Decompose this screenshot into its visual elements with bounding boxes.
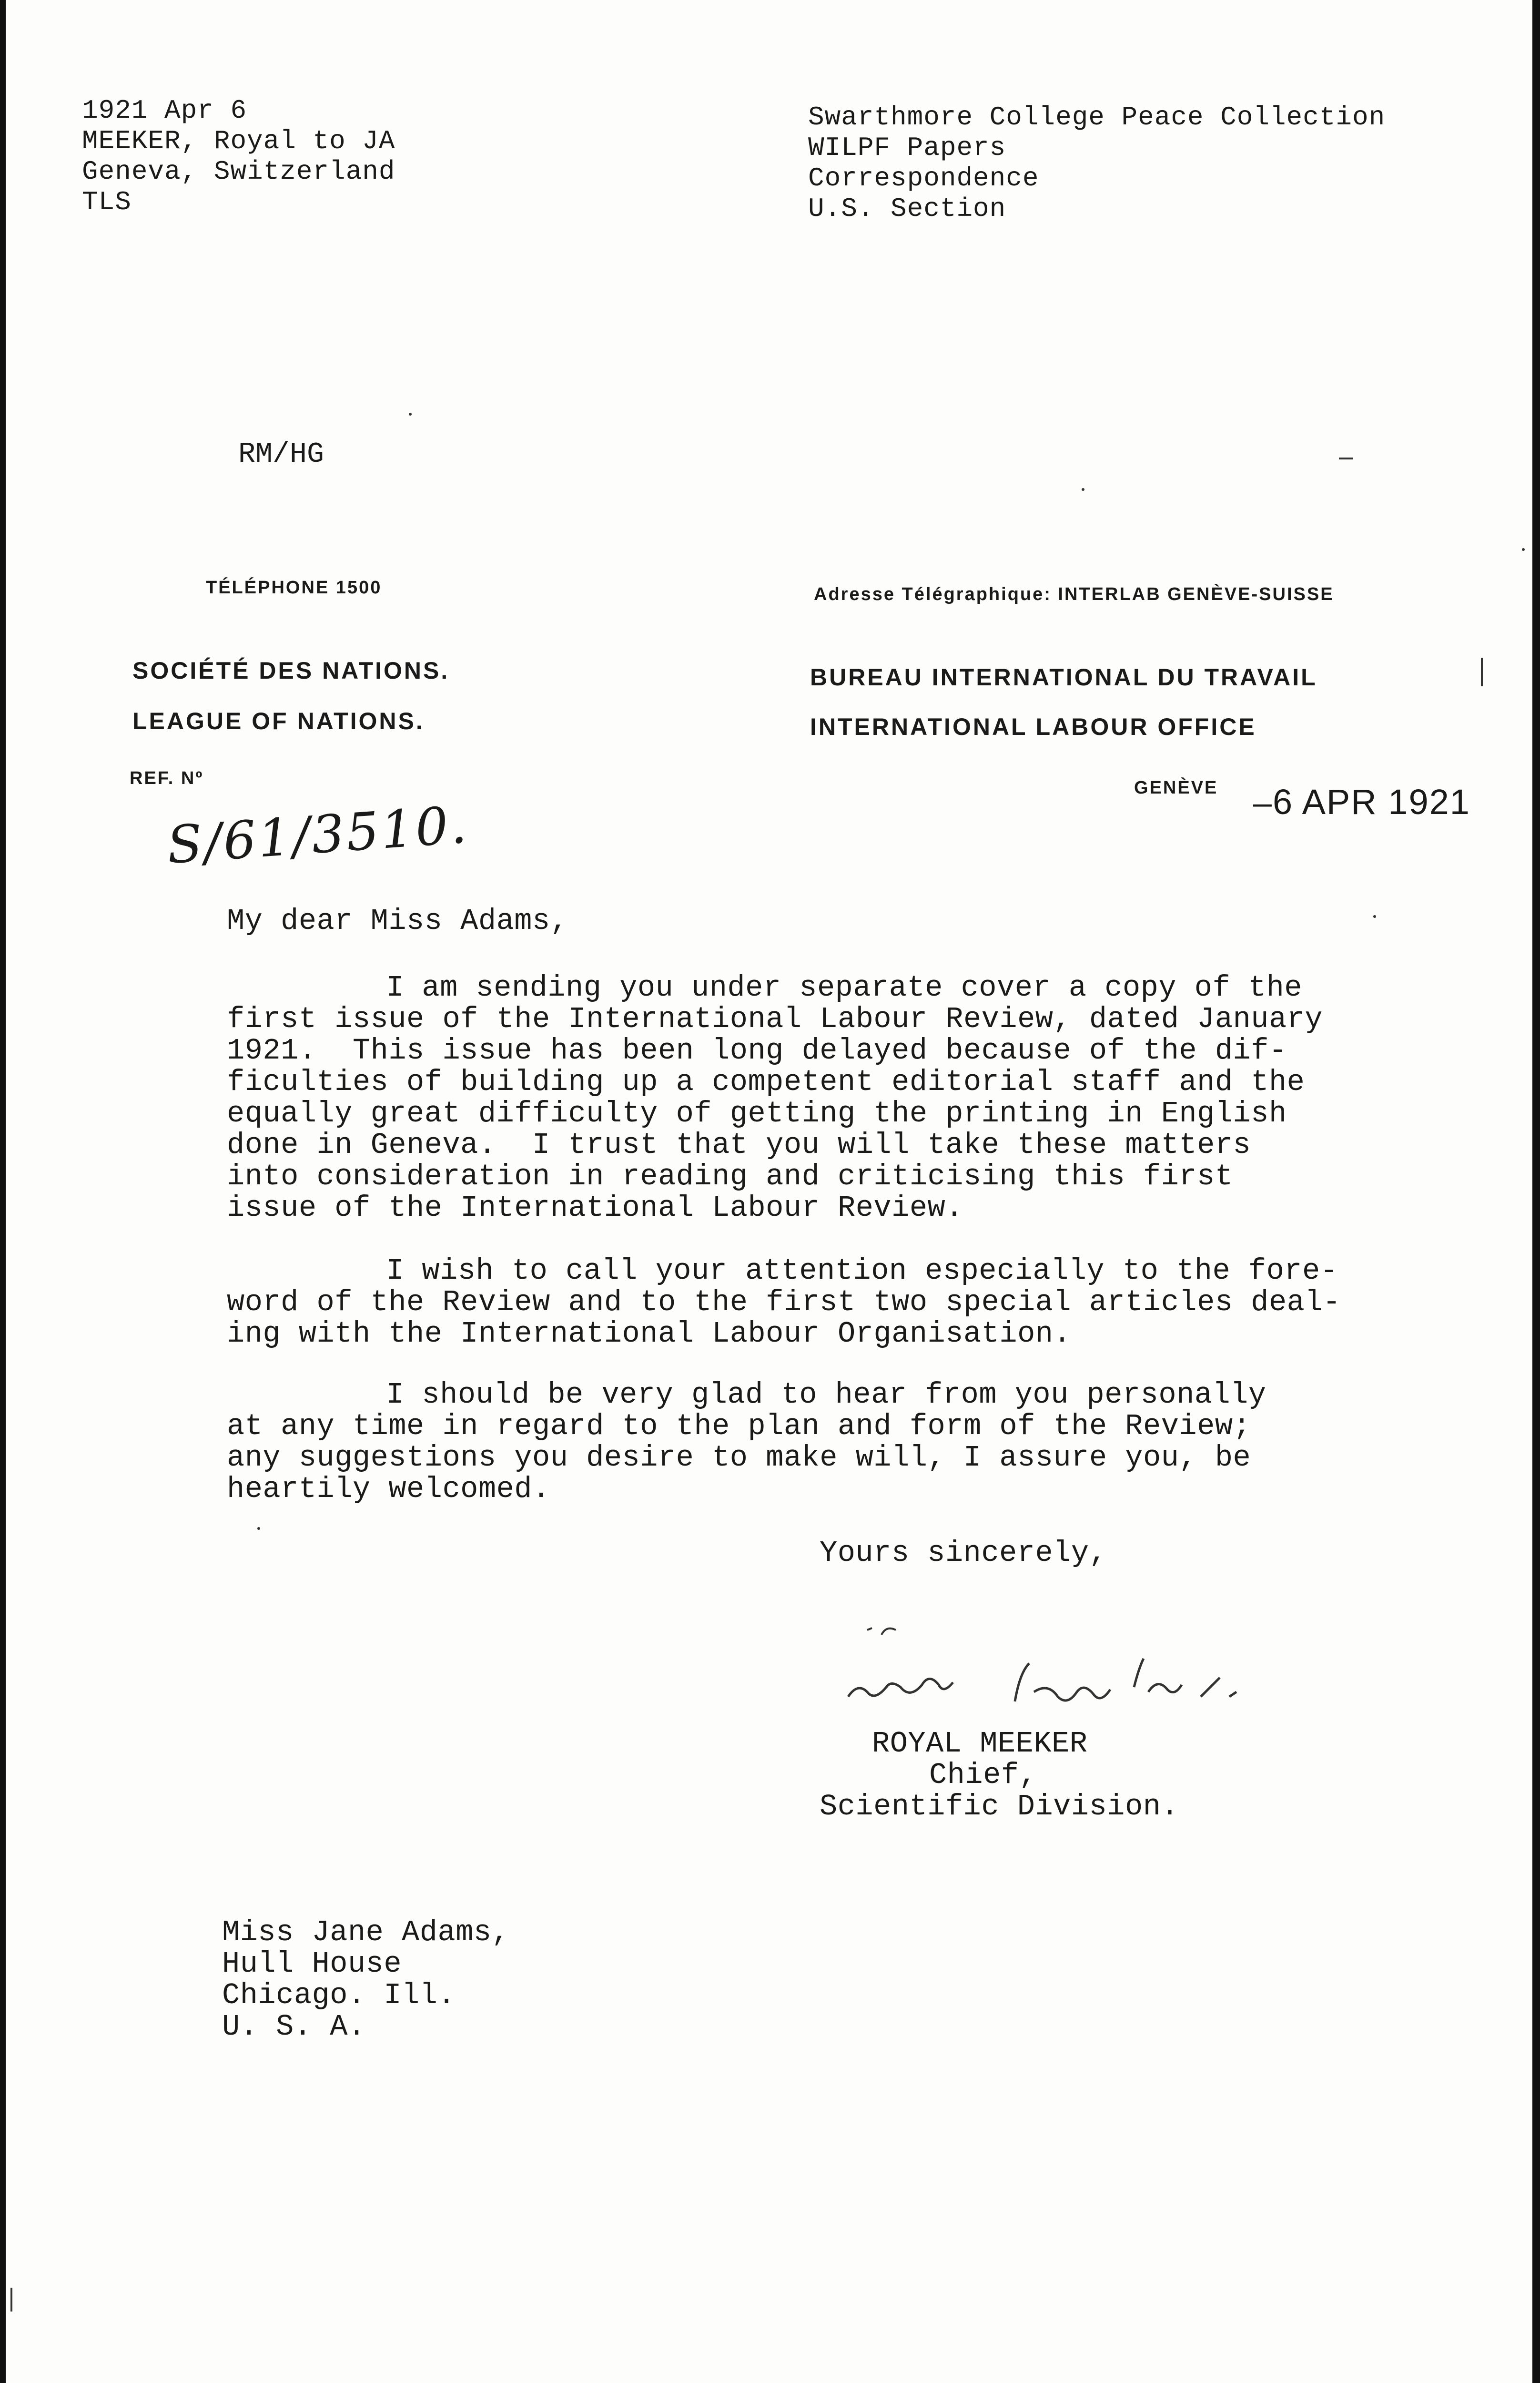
- addressee-line-3: Chicago. Ill.: [222, 1978, 456, 2012]
- telegraph-address: [814, 584, 1334, 605]
- org-name-french: SOCIÉTÉ DES NATIONS.: [132, 657, 450, 684]
- addressee-name: Miss Jane Adams,: [222, 1915, 510, 1949]
- archive-sender-recipient: MEEKER, Royal to JA: [82, 126, 395, 156]
- collection-line-4: U.S. Section: [808, 193, 1006, 224]
- paragraph-1-line-6: done in Geneva. I trust that you will take these matters: [227, 1128, 1251, 1162]
- scan-border-left: [0, 0, 6, 2383]
- typist-initials: RM/HG: [238, 438, 324, 471]
- scan-speck: [409, 413, 412, 416]
- reference-number-handwritten: S/61/3510.: [165, 795, 470, 876]
- collection-line-3: Correspondence: [808, 163, 1039, 193]
- office-name-french: BUREAU INTERNATIONAL DU TRAVAIL: [810, 664, 1317, 691]
- date-stamp-value: 6 APR 1921: [1272, 782, 1470, 822]
- signature-division: Scientific Division.: [820, 1790, 1179, 1823]
- signature-name: ROYAL MEEKER: [872, 1727, 1088, 1761]
- scan-speck: [1082, 488, 1084, 491]
- collection-line-1: Swarthmore College Peace Collection: [808, 102, 1386, 132]
- closing: Yours sincerely,: [820, 1536, 1107, 1570]
- addressee-line-4: U. S. A.: [222, 2010, 366, 2044]
- paragraph-3-line-3: any suggestions you desire to make will, I assure you, be: [227, 1441, 1251, 1475]
- scan-speck: [257, 1527, 260, 1530]
- telegraph-value: INTERLAB GENÈVE-SUISSE: [1058, 584, 1334, 604]
- paragraph-3-line-4: heartily welcomed.: [227, 1472, 550, 1506]
- telephone-number: TÉLÉPHONE 1500: [206, 578, 382, 598]
- paragraph-1-line-4: ficulties of building up a competent editorial staff and the: [227, 1065, 1305, 1099]
- telegraph-label: Adresse Télégraphique:: [814, 584, 1052, 604]
- place-label: GENÈVE: [1134, 778, 1218, 798]
- scan-mark: [1339, 458, 1353, 459]
- date-stamp: –6 APR 1921: [1253, 782, 1470, 822]
- archive-date: 1921 Apr 6: [82, 95, 247, 126]
- scan-border-right: [1532, 0, 1540, 2383]
- handwritten-signature: [839, 1616, 1296, 1740]
- addressee-line-2: Hull House: [222, 1947, 402, 1981]
- paragraph-3-line-1: I should be very glad to hear from you personally: [386, 1378, 1266, 1412]
- paragraph-1-line-8: issue of the International Labour Review.: [227, 1191, 963, 1225]
- paragraph-1-line-1: I am sending you under separate cover a copy of the: [386, 971, 1303, 1005]
- paragraph-1-line-5: equally great difficulty of getting the printing in English: [227, 1097, 1287, 1130]
- paragraph-2-line-3: ing with the International Labour Organisation.: [227, 1317, 1072, 1351]
- paragraph-1-line-7: into consideration in reading and criticising this first: [227, 1160, 1233, 1193]
- office-name-english: INTERNATIONAL LABOUR OFFICE: [810, 713, 1256, 740]
- archive-doc-type: TLS: [82, 187, 132, 217]
- paragraph-2-line-1: I wish to call your attention especially to the fore-: [386, 1254, 1338, 1288]
- paragraph-1-line-3: 1921. This issue has been long delayed because of the dif-: [227, 1034, 1287, 1068]
- salutation: My dear Miss Adams,: [227, 904, 568, 938]
- org-name-english: LEAGUE OF NATIONS.: [132, 708, 425, 734]
- paragraph-2-line-2: word of the Review and to the first two special articles deal-: [227, 1285, 1341, 1319]
- paragraph-3-line-2: at any time in regard to the plan and form of the Review;: [227, 1409, 1251, 1443]
- signature-title: Chief,: [929, 1758, 1037, 1792]
- scan-mark: [1481, 658, 1483, 686]
- collection-line-2: WILPF Papers: [808, 132, 1006, 163]
- paragraph-1-line-2: first issue of the International Labour Review, dated January: [227, 1002, 1323, 1036]
- archive-place: Geneva, Switzerland: [82, 156, 395, 187]
- reference-label: REF. Nº: [130, 768, 204, 788]
- scan-mark: [10, 2288, 12, 2312]
- scan-speck: [1522, 548, 1525, 551]
- scan-speck: [1373, 915, 1376, 918]
